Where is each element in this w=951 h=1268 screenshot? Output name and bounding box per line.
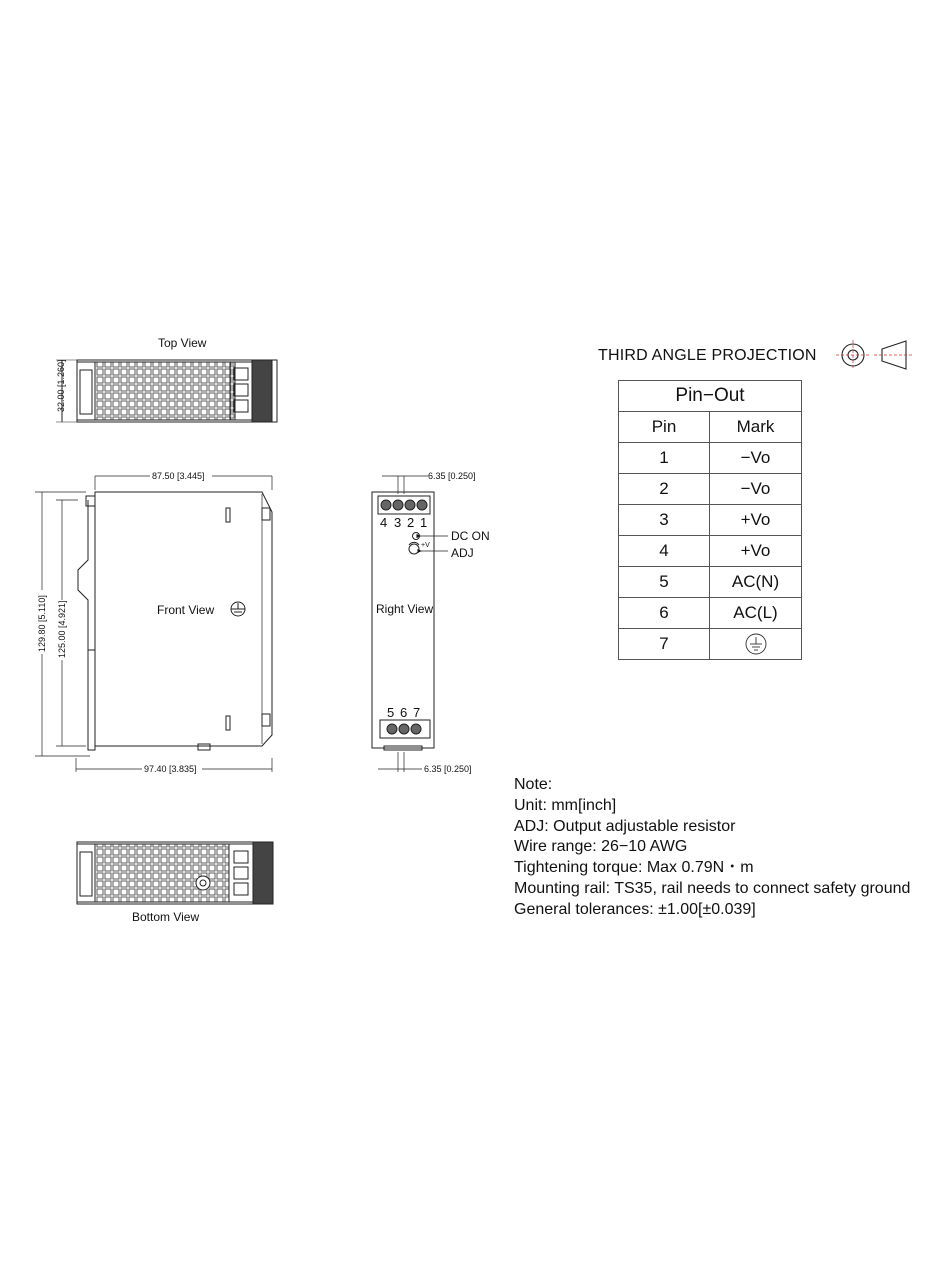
projection-label: THIRD ANGLE PROJECTION — [598, 347, 817, 364]
front-view — [78, 492, 272, 750]
mark-cell — [710, 629, 802, 660]
pin-label-6: 6 — [400, 705, 408, 720]
note-torque: Tightening torque: Max 0.79N・m — [514, 859, 754, 877]
inner-height-dimension: 125.00 [4.921] — [57, 600, 67, 658]
mark-cell: AC(L) — [710, 598, 802, 629]
pin-label-4: 4 — [380, 515, 388, 530]
top-view-label: Top View — [158, 336, 207, 350]
table-row — [619, 598, 802, 629]
depth-dimension: 32.00 [1.260] — [56, 359, 66, 412]
top-pitch-dimension: 6.35 [0.250] — [428, 471, 476, 481]
pin-label-1: 1 — [420, 515, 428, 530]
bottom-view-label: Bottom View — [132, 910, 200, 924]
pin-cell: 2 — [619, 474, 710, 505]
table-row — [619, 474, 802, 505]
mark-column-header: Mark — [710, 412, 802, 443]
notes-heading: Note: — [514, 776, 553, 793]
pin-cell: 7 — [619, 629, 710, 660]
dc-on-label: DC ON — [451, 529, 490, 543]
note-unit: Unit: mm[inch] — [514, 796, 617, 814]
pin-cell: 3 — [619, 505, 710, 536]
pinout-title: Pin−Out — [619, 381, 802, 412]
table-row — [619, 567, 802, 598]
pin-cell: 5 — [619, 567, 710, 598]
top-view — [56, 360, 277, 422]
right-view-label: Right View — [376, 602, 434, 616]
table-row — [619, 536, 802, 567]
ground-symbol-icon — [745, 633, 767, 655]
bottom-width-dimension: 97.40 [3.835] — [144, 764, 197, 774]
pinout-table — [618, 380, 802, 660]
mark-cell: +Vo — [710, 505, 802, 536]
pin-label-3: 3 — [394, 515, 402, 530]
bottom-view — [77, 842, 273, 904]
adj-label: ADJ — [451, 546, 474, 560]
outer-height-dimension: 129.80 [5.110] — [37, 595, 47, 652]
mark-cell: AC(N) — [710, 567, 802, 598]
pin-label-7: 7 — [413, 705, 421, 720]
mark-cell: +Vo — [710, 536, 802, 567]
table-row — [619, 443, 802, 474]
top-width-dimension: 87.50 [3.445] — [152, 471, 205, 481]
pin-label-5: 5 — [387, 705, 395, 720]
note-wire-range: Wire range: 26−10 AWG — [514, 838, 688, 856]
pin-cell: 1 — [619, 443, 710, 474]
plus-v-label: +V — [421, 542, 430, 549]
third-angle-projection-icon — [836, 340, 912, 370]
note-mounting-rail: Mounting rail: TS35, rail needs to connect safety ground — [514, 879, 911, 897]
table-row — [619, 629, 802, 660]
pin-column-header: Pin — [619, 412, 710, 443]
pin-cell: 6 — [619, 598, 710, 629]
note-adj: ADJ: Output adjustable resistor — [514, 817, 736, 835]
pin-label-2: 2 — [407, 515, 415, 530]
mark-cell: −Vo — [710, 474, 802, 505]
table-row — [619, 505, 802, 536]
note-tolerance: General tolerances: ±1.00[±0.039] — [514, 900, 756, 918]
bottom-pitch-dimension: 6.35 [0.250] — [424, 764, 472, 774]
notes-block — [514, 775, 910, 921]
pin-cell: 4 — [619, 536, 710, 567]
mark-cell: −Vo — [710, 443, 802, 474]
front-view-label: Front View — [157, 603, 215, 617]
